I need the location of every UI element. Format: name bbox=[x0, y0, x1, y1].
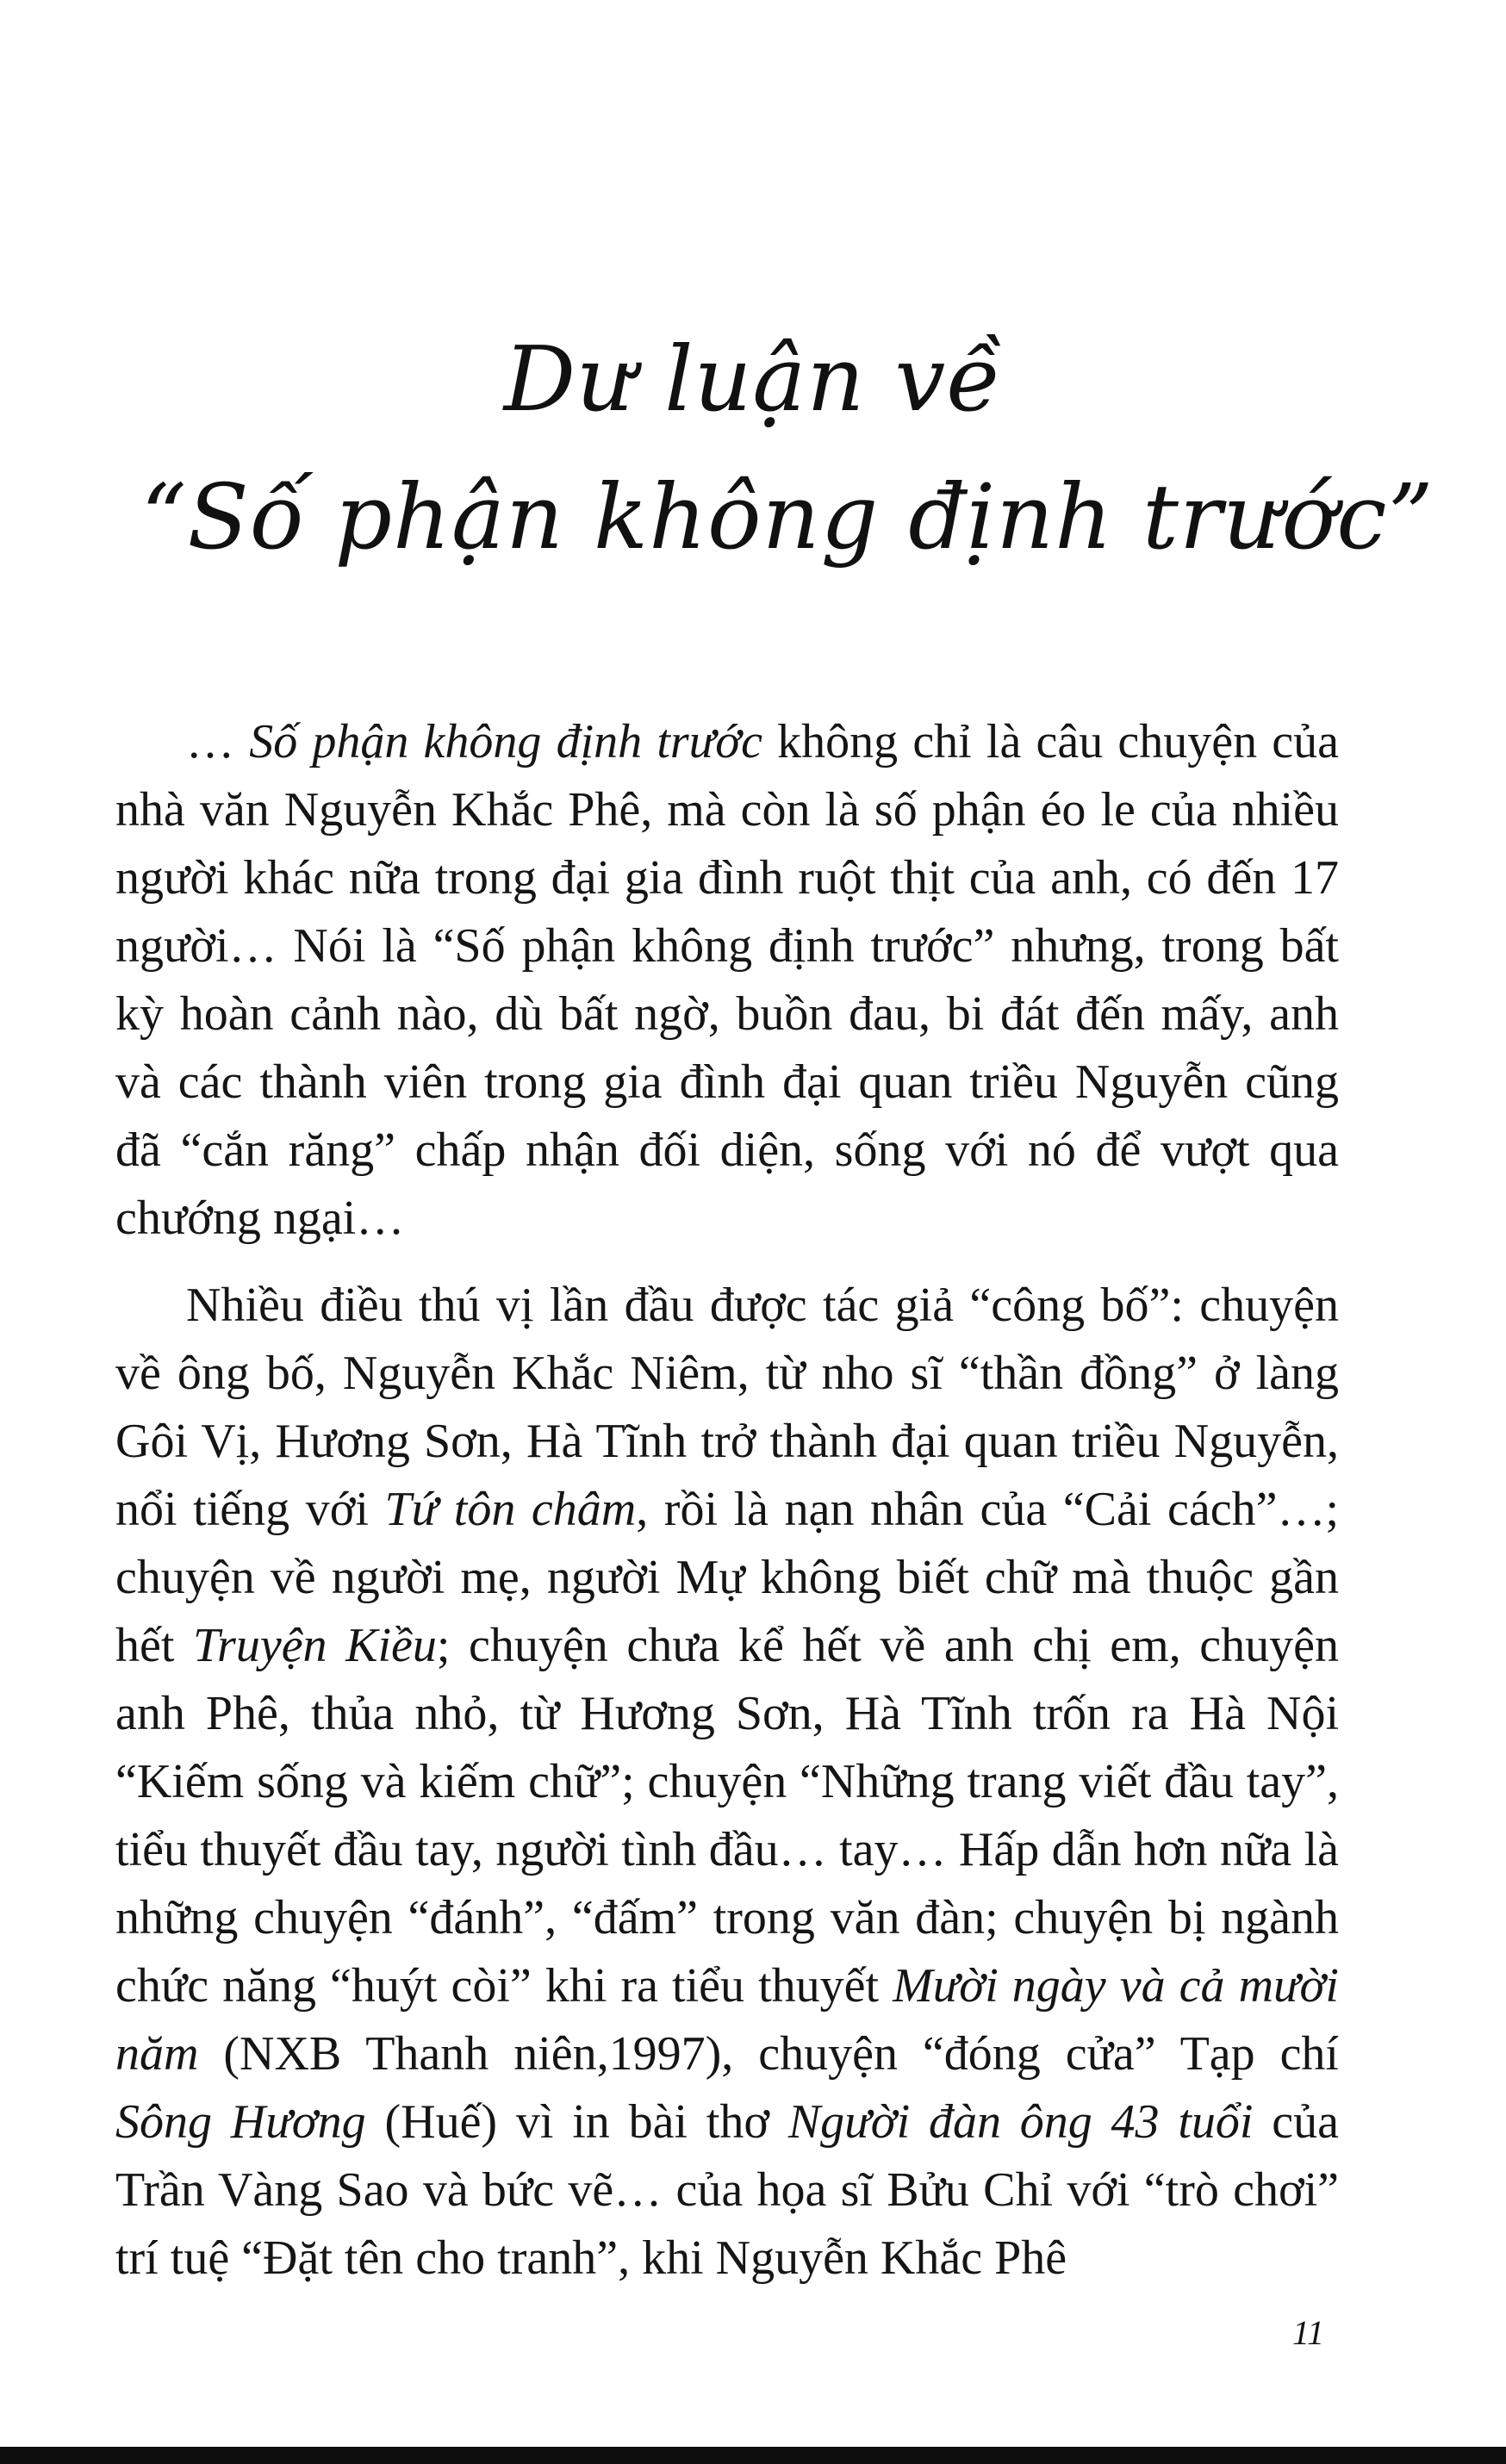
chapter-title-line-2: “Số phận không định trước” bbox=[140, 464, 1434, 569]
paragraph-1-lead: … bbox=[186, 715, 250, 768]
italic-nguoi-dan-ong: Người đàn ông 43 tuổi bbox=[787, 2095, 1254, 2149]
italic-tu-ton-cham: Tứ tôn châm bbox=[384, 1483, 637, 1536]
bottom-edge-rule bbox=[0, 2447, 1506, 2464]
page-number: 11 bbox=[1292, 2313, 1325, 2352]
book-title-italic: Số phận không định trước bbox=[249, 715, 762, 768]
paragraph-2-text-6: của Trần Vàng Sao và bức vẽ… của họa sĩ Bửu Chỉ với “trò chơi” trí tuệ “Đặt tên cho tranh”, khi Nguyễn Khắc Phê bbox=[115, 2095, 1339, 2285]
italic-muoi-ngay: Mười ngày và cả mười năm bbox=[115, 1959, 1339, 2081]
paragraph-2-text-4: (NXB Thanh niên,1997), chuyện “đóng cửa” Tạp chí bbox=[198, 2027, 1339, 2081]
italic-song-huong: Sông Hương bbox=[115, 2095, 366, 2149]
paragraph-2-text-3: ; chuyện chưa kể hết về anh chị em, chuyện anh Phê, thủa nhỏ, từ Hương Sơn, Hà Tĩnh trốn ra Hà Nội “Kiếm sống và kiếm chữ”; chuyện “Những trang viết đầu tay”, tiểu thuyết đầu tay, người tình đầu… tay… Hấp dẫn hơn nữa là những chuyện “đánh”, “đấm” trong văn đàn; chuyện bị ngành chức năng “huýt còi” khi ra tiểu thuyết bbox=[115, 1619, 1339, 2013]
body-text bbox=[115, 708, 1339, 2293]
italic-truyen-kieu: Truyện Kiều bbox=[193, 1619, 437, 1672]
paragraph-1-text: không chỉ là câu chuyện của nhà văn Nguyễn Khắc Phê, mà còn là số phận éo le của nhiều người khác nữa trong đại gia đình ruột thịt của anh, có đến 17 người… Nói là “Số phận không định trước” nhưng, trong bất kỳ hoàn cảnh nào, dù bất ngờ, buồn đau, bi đát đến mấy, anh và các thành viên trong gia đình đại quan triều Nguyễn cũng đã “cắn răng” chấp nhận đối diện, sống với nó để vượt qua chướng ngại… bbox=[115, 715, 1340, 1245]
paragraph-2-text-2: , rồi là nạn nhân của “Cải cách”…; chuyện về người mẹ, người Mự không biết chữ mà thuộc gần hết bbox=[115, 1483, 1340, 1672]
paragraph-2 bbox=[115, 1272, 1339, 2293]
paragraph-1 bbox=[115, 708, 1339, 1253]
chapter-title-line-1: Dư luận về bbox=[503, 327, 1003, 432]
paragraph-2-text-5: (Huế) vì in bài thơ bbox=[365, 2095, 788, 2149]
chapter-title bbox=[0, 310, 1506, 586]
paragraph-2-text-1: Nhiều điều thú vị lần đầu được tác giả “công bố”: chuyện về ông bố, Nguyễn Khắc Niêm, từ nho sĩ “thần đồng” ở làng Gôi Vị, Hương Sơn, Hà Tĩnh trở thành đại quan triều Nguyễn, nổi tiếng với bbox=[115, 1279, 1339, 1536]
